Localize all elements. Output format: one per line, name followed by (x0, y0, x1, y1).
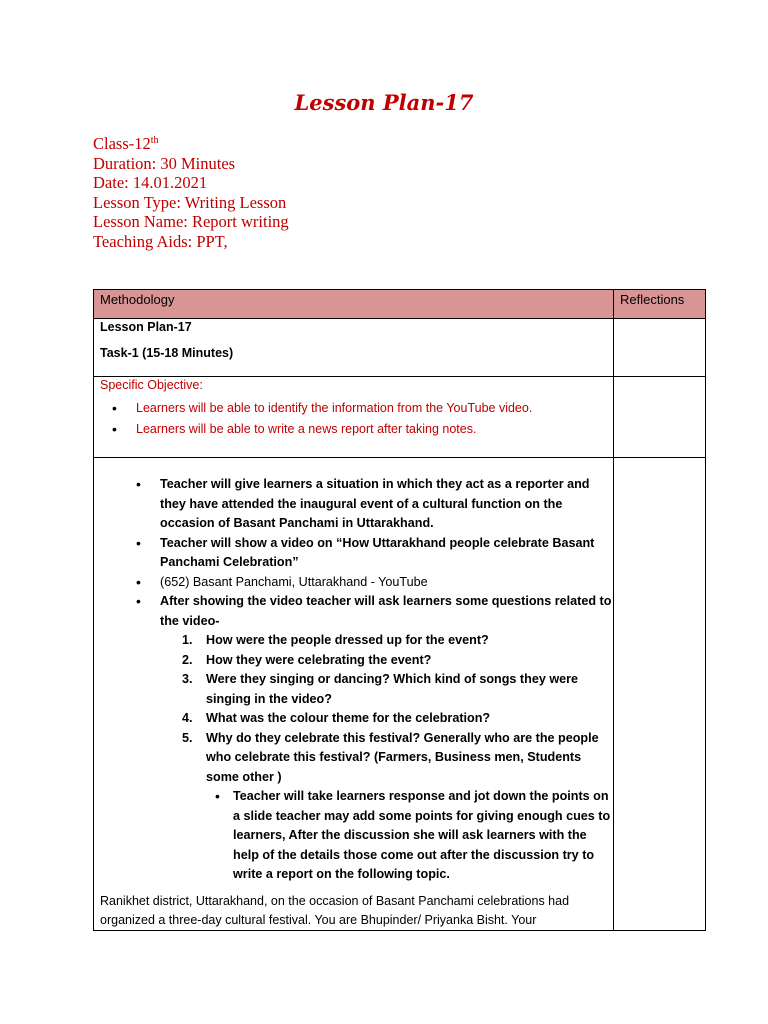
lesson-plan-label: Lesson Plan-17 (100, 320, 192, 334)
page-title: Lesson Plan-17 (294, 90, 474, 115)
question-item: 1. How were the people dressed up for the event? (182, 633, 489, 647)
question-list (182, 631, 613, 885)
class-line: Class-12th (93, 134, 159, 153)
sub-bullet-list (233, 787, 613, 885)
lesson-name-line: Lesson Name: Report writing (93, 212, 289, 232)
question-item: 2. How they were celebrating the event? (182, 652, 432, 667)
closing-paragraph: Ranikhet district, Uttarakhand, on the occasion of Basant Panchami celebrations had organized a three-day cultural festival. You are Bhupinder/ Priyanka Bisht. Your (100, 893, 570, 927)
question-item: 3. Were they singing or dancing? Which kind of songs they were singing in the video? (182, 672, 579, 706)
procedure-item: • Teacher will show a video on “How Uttarakhand people celebrate Basant Panchami Celebration” (160, 534, 613, 573)
objective-title: Specific Objective: (100, 378, 203, 392)
procedure-item: • Teacher will give learners a situation in which they act as a reporter and they have attended the inaugural event of a cultural function on the occasion of Basant Panchami in Uttarakhand. (160, 475, 613, 534)
objective-item: • Learners will be able to write a news report after taking notes. (136, 419, 613, 440)
methodology-header: Methodology (94, 290, 614, 319)
task-label: Task-1 (15-18 Minutes) (100, 346, 234, 360)
objective-list (136, 398, 613, 440)
teaching-aids-line: Teaching Aids: PPT, (93, 231, 228, 251)
objective-row (94, 377, 706, 458)
lesson-meta (93, 134, 289, 252)
task-row (94, 319, 706, 377)
procedure-item: • After showing the video teacher will ask learners some questions related to the video- 1. How were the people dressed up for the event? 2. How they were celebrating the event? 3. Were they singing or dancing? Which kind of songs they were singing in the video? 4. What was the colour theme for the celebration? 5. Why do they celebrate this festival? Generally who are the people who celebrate this festival? (Farmers, Business men, Students some other ) • Teacher will take learners response and jot down the points on a slide teacher may add some points for giving enough cues to learners, After the discussion she will ask learners with the help of the details those come out after the discussion try to write a report on the following topic. (160, 592, 613, 885)
question-item: 4. What was the colour theme for the celebration? (182, 711, 491, 725)
date-line: Date: 14.01.2021 (93, 173, 208, 193)
methodology-table (93, 289, 706, 931)
objective-item: • Learners will be able to identify the information from the YouTube video. (136, 398, 613, 419)
lesson-type-line: Lesson Type: Writing Lesson (93, 192, 287, 212)
duration-line: Duration: 30 Minutes (93, 153, 236, 173)
sub-bullet-item: • Teacher will take learners response and jot down the points on a slide teacher may add some points for giving enough cues to learners, After the discussion she will ask learners with the help of the details those come out after the discussion try to write a report on the following topic. (233, 787, 613, 885)
procedure-row (94, 458, 706, 931)
table-header-row (94, 290, 706, 319)
class-superscript: th (150, 135, 159, 146)
procedure-list (160, 475, 613, 885)
youtube-reference: • (652) Basant Panchami, Uttarakhand - YouTube (160, 573, 613, 593)
reflections-header: Reflections (614, 290, 706, 319)
question-item: 5. Why do they celebrate this festival? Generally who are the people who celebrate this festival? (Farmers, Business men, Students some other ) • Teacher will take learners response and jot down the points on a slide teacher may add some points for giving enough cues to learners, After the discussion she will ask learners with the help of the details those come out after the discussion try to write a report on the following topic. (206, 729, 613, 885)
